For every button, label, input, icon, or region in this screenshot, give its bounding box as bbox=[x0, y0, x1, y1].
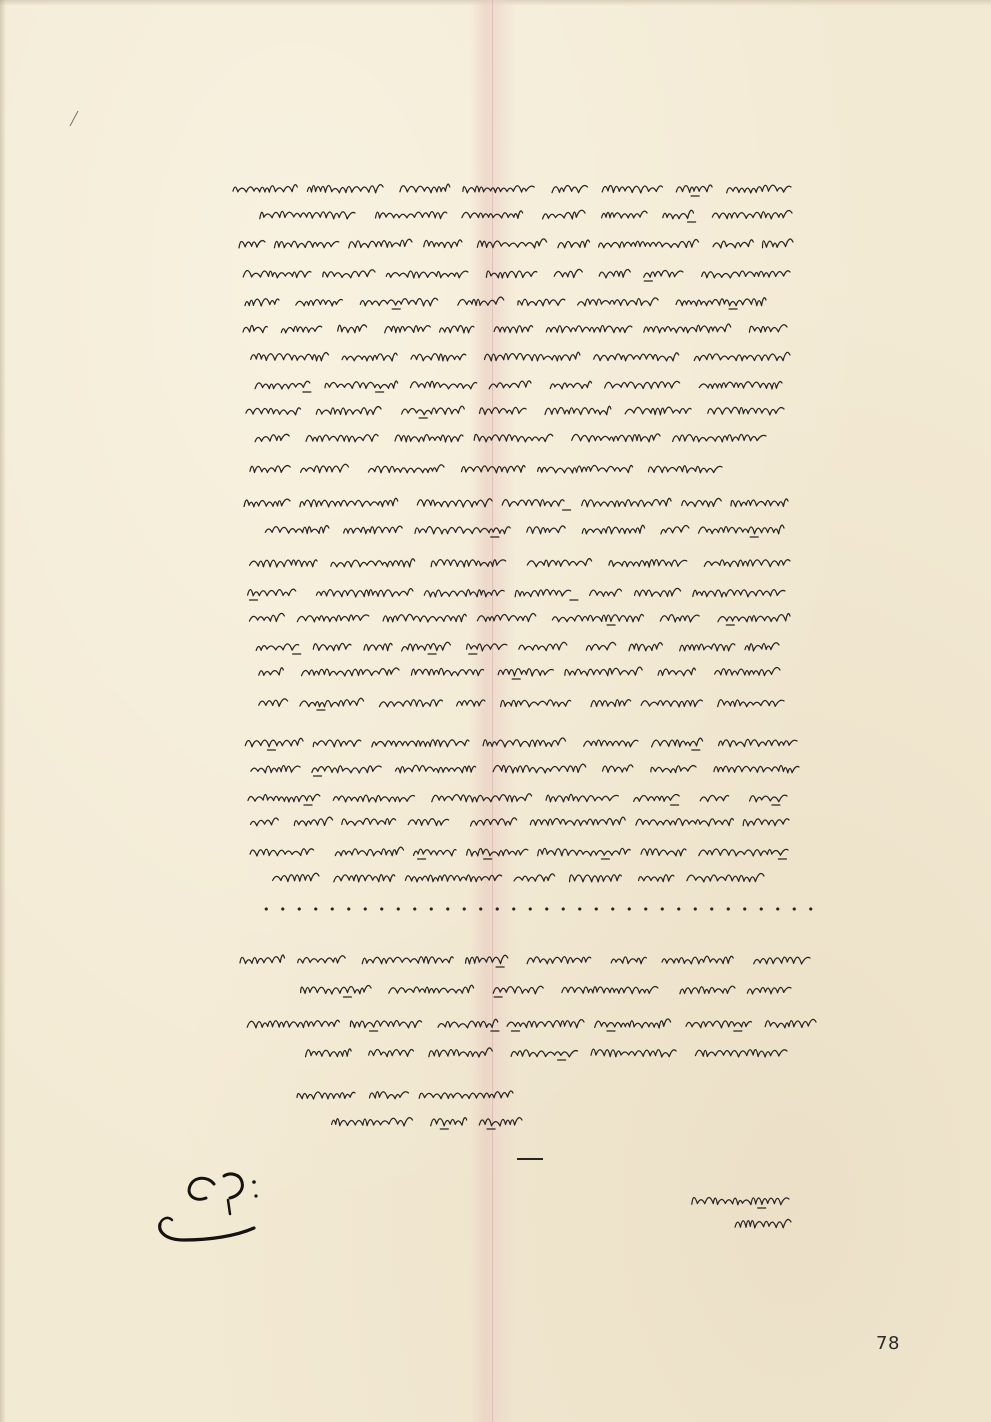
handwritten-word bbox=[565, 667, 642, 676]
handwritten-word bbox=[233, 185, 297, 192]
handwritten-word bbox=[514, 874, 555, 881]
handwritten-word bbox=[281, 326, 321, 333]
handwritten-word bbox=[251, 353, 329, 361]
handwritten-word bbox=[331, 559, 415, 567]
handwritten-word bbox=[313, 643, 351, 650]
handwritten-word bbox=[342, 353, 397, 361]
handwritten-word bbox=[248, 794, 320, 802]
handwritten-word bbox=[661, 525, 689, 534]
handwritten-word bbox=[584, 740, 638, 747]
handwritten-word bbox=[248, 589, 296, 596]
handwritten-word bbox=[274, 241, 339, 248]
handwritten-word bbox=[538, 848, 631, 856]
handwritten-word bbox=[364, 643, 392, 650]
handwritten-word bbox=[334, 875, 395, 882]
handwritten-word bbox=[519, 642, 567, 650]
handwritten-word bbox=[415, 527, 510, 534]
handwritten-word bbox=[477, 239, 546, 248]
handwritten-word bbox=[680, 986, 735, 994]
handwritten-word bbox=[582, 498, 671, 506]
handwritten-word bbox=[493, 764, 586, 773]
handwritten-word bbox=[255, 381, 310, 389]
handwritten-word bbox=[494, 326, 533, 333]
handwritten-word bbox=[629, 643, 662, 651]
handwritten-word bbox=[745, 643, 779, 651]
handwritten-word bbox=[294, 817, 332, 826]
handwritten-word bbox=[578, 298, 659, 306]
handwritten-word bbox=[251, 818, 279, 826]
handwritten-word bbox=[552, 185, 588, 192]
handwritten-word bbox=[515, 589, 571, 596]
handwritten-word bbox=[466, 955, 508, 964]
handwritten-word bbox=[325, 381, 398, 388]
handwritten-word bbox=[543, 210, 586, 219]
handwritten-word bbox=[483, 738, 565, 747]
handwritten-word bbox=[570, 875, 622, 882]
handwritten-word bbox=[582, 525, 644, 534]
handwritten-word bbox=[507, 1020, 584, 1028]
handwritten-word bbox=[335, 847, 403, 856]
handwritten-word bbox=[298, 956, 346, 963]
handwritten-word bbox=[527, 526, 565, 534]
handwritten-word bbox=[485, 352, 580, 361]
handwritten-word bbox=[251, 765, 300, 772]
handwritten-word bbox=[400, 184, 450, 193]
handwritten-word bbox=[429, 1048, 492, 1057]
handwritten-word bbox=[550, 381, 591, 389]
handwritten-word bbox=[333, 795, 414, 802]
handwritten-word bbox=[376, 212, 447, 219]
handwritten-word bbox=[554, 269, 582, 277]
handwritten-word bbox=[489, 381, 531, 389]
handwritten-word bbox=[552, 614, 643, 621]
handwritten-word bbox=[383, 614, 466, 622]
handwritten-word bbox=[686, 1021, 752, 1028]
handwritten-word bbox=[502, 500, 564, 507]
handwritten-word bbox=[658, 668, 695, 676]
handwritten-word bbox=[424, 240, 462, 248]
handwritten-word bbox=[265, 526, 329, 534]
handwritten-word bbox=[635, 588, 681, 596]
handwritten-word bbox=[301, 985, 372, 994]
handwritten-word bbox=[297, 1092, 355, 1099]
handwritten-word bbox=[344, 526, 403, 534]
handwritten-word bbox=[641, 700, 702, 707]
handwritten-word bbox=[731, 499, 788, 507]
handwritten-word bbox=[431, 560, 506, 567]
handwritten-word bbox=[300, 498, 398, 507]
handwritten-word bbox=[362, 957, 453, 964]
handwritten-word bbox=[259, 668, 284, 676]
handwritten-word bbox=[700, 795, 729, 801]
handwritten-word bbox=[663, 210, 694, 219]
handwritten-word bbox=[644, 324, 731, 333]
handwritten-word bbox=[440, 326, 474, 333]
handwritten-word bbox=[765, 1019, 816, 1028]
handwritten-word bbox=[687, 874, 764, 882]
handwritten-word bbox=[306, 1049, 352, 1057]
handwritten-word bbox=[417, 499, 492, 507]
handwritten-word bbox=[591, 700, 631, 707]
handwritten-word bbox=[479, 1118, 522, 1126]
handwritten-word bbox=[747, 987, 791, 994]
handwritten-word bbox=[718, 700, 784, 707]
handwritten-word bbox=[714, 765, 799, 772]
handwritten-word bbox=[239, 241, 265, 248]
handwritten-word bbox=[652, 738, 703, 747]
handwritten-word bbox=[676, 298, 766, 306]
handwritten-word bbox=[602, 186, 662, 193]
handwritten-word bbox=[245, 738, 303, 747]
handwritten-word bbox=[599, 239, 699, 247]
handwritten-word bbox=[605, 381, 680, 388]
handwritten-word bbox=[360, 298, 437, 306]
handwritten-word bbox=[410, 381, 476, 389]
handwritten-word bbox=[432, 794, 532, 802]
handwritten-word bbox=[527, 957, 591, 964]
handwritten-word bbox=[625, 407, 691, 415]
handwritten-word bbox=[718, 614, 790, 622]
handwritten-word bbox=[249, 613, 284, 621]
handwritten-word bbox=[402, 642, 451, 651]
handwritten-word bbox=[719, 739, 797, 746]
handwritten-word bbox=[527, 559, 591, 567]
handwritten-word bbox=[474, 434, 553, 442]
handwritten-word bbox=[467, 644, 507, 651]
handwritten-word bbox=[695, 1050, 787, 1057]
handwritten-word bbox=[260, 211, 355, 219]
handwritten-word bbox=[368, 465, 444, 473]
handwritten-word bbox=[676, 185, 712, 192]
handwritten-word bbox=[385, 326, 431, 333]
handwritten-word bbox=[498, 669, 553, 676]
handwritten-word bbox=[424, 590, 504, 597]
handwritten-word bbox=[396, 765, 476, 773]
handwritten-word bbox=[518, 299, 565, 306]
handwritten-word bbox=[244, 499, 290, 507]
handwritten-word bbox=[370, 1092, 409, 1099]
handwritten-word bbox=[699, 382, 782, 389]
handwritten-word bbox=[572, 434, 660, 442]
handwritten-word bbox=[763, 239, 794, 248]
handwritten-word bbox=[486, 271, 537, 278]
handwritten-word bbox=[590, 589, 622, 596]
handwritten-word bbox=[727, 185, 791, 193]
handwritten-word bbox=[243, 271, 311, 278]
handwritten-word bbox=[463, 186, 534, 193]
handwritten-word bbox=[673, 434, 766, 441]
handwritten-word bbox=[749, 325, 787, 333]
handwritten-word bbox=[402, 406, 465, 415]
handwritten-word bbox=[471, 818, 517, 826]
handwritten-word bbox=[411, 354, 466, 361]
handwritten-word bbox=[256, 644, 299, 651]
handwritten-word bbox=[457, 700, 485, 706]
handwritten-word bbox=[438, 1019, 498, 1028]
handwritten-word bbox=[708, 407, 784, 415]
handwritten-word bbox=[660, 615, 699, 622]
handwritten-word bbox=[349, 239, 412, 248]
handwritten-word bbox=[609, 560, 687, 567]
handwritten-word bbox=[240, 955, 285, 964]
handwritten-word bbox=[634, 795, 680, 802]
handwritten-word bbox=[301, 464, 349, 472]
handwritten-word bbox=[247, 1020, 339, 1028]
handwritten-word bbox=[246, 408, 301, 415]
handwritten-word bbox=[419, 1091, 513, 1099]
handwritten-word bbox=[300, 698, 364, 707]
handwritten-word bbox=[342, 818, 396, 825]
handwritten-word bbox=[694, 352, 790, 360]
handwritten-word bbox=[702, 271, 790, 278]
handwritten-word bbox=[603, 765, 633, 772]
handwritten-word bbox=[680, 644, 735, 651]
handwritten-word bbox=[636, 818, 734, 826]
handwritten-word bbox=[699, 849, 788, 856]
handwritten-word bbox=[255, 434, 289, 441]
handwritten-word bbox=[467, 849, 528, 856]
handwritten-word bbox=[692, 1197, 789, 1204]
handwritten-word bbox=[699, 525, 785, 534]
handwritten-word bbox=[462, 211, 523, 219]
end-dash bbox=[517, 1158, 543, 1160]
handwritten-word bbox=[332, 1118, 413, 1126]
handwritten-word bbox=[395, 435, 463, 442]
handwritten-word bbox=[431, 1118, 467, 1126]
handwritten-word bbox=[611, 957, 646, 964]
handwritten-word bbox=[649, 466, 723, 473]
handwritten-word bbox=[644, 270, 683, 277]
handwritten-word bbox=[414, 849, 457, 856]
handwritten-word bbox=[662, 956, 733, 964]
handwritten-signature bbox=[150, 1162, 260, 1256]
handwritten-word bbox=[511, 1050, 577, 1057]
handwritten-word bbox=[323, 270, 375, 278]
handwritten-word bbox=[302, 668, 400, 676]
handwritten-word bbox=[641, 849, 686, 856]
dotted-separator bbox=[258, 903, 818, 915]
handwritten-word bbox=[651, 766, 696, 773]
handwritten-word bbox=[458, 297, 504, 305]
handwritten-word bbox=[639, 875, 674, 882]
handwritten-word bbox=[735, 1219, 791, 1227]
handwritten-word bbox=[595, 1019, 671, 1028]
handwritten-word bbox=[712, 210, 792, 218]
handwritten-word bbox=[558, 240, 590, 248]
handwritten-word bbox=[369, 1049, 414, 1056]
handwritten-word bbox=[477, 614, 535, 622]
page-number: 78 bbox=[876, 1333, 900, 1354]
handwritten-word bbox=[338, 325, 367, 333]
handwritten-word bbox=[250, 849, 314, 856]
handwritten-word bbox=[273, 873, 319, 881]
handwritten-word bbox=[591, 1049, 676, 1057]
handwritten-word bbox=[546, 325, 632, 332]
handwritten-word bbox=[546, 794, 618, 802]
handwritten-word bbox=[307, 185, 383, 193]
handwritten-word bbox=[389, 985, 474, 993]
handwritten-word bbox=[602, 211, 648, 218]
handwritten-word bbox=[704, 560, 790, 567]
handwritten-word bbox=[316, 407, 381, 415]
handwritten-word bbox=[480, 407, 527, 414]
handwritten-word bbox=[750, 795, 787, 802]
handwritten-word bbox=[312, 766, 381, 773]
handwritten-word bbox=[545, 406, 611, 415]
handwritten-word bbox=[316, 589, 413, 597]
handwritten-word bbox=[599, 269, 630, 277]
handwritten-word bbox=[462, 466, 526, 473]
handwritten-word bbox=[493, 986, 543, 994]
handwritten-word bbox=[245, 299, 279, 306]
handwritten-word bbox=[754, 957, 810, 964]
handwritten-word bbox=[250, 466, 290, 473]
handwritten-word bbox=[408, 819, 448, 826]
handwritten-word bbox=[259, 699, 288, 707]
handwritten-word bbox=[501, 700, 571, 707]
handwritten-word bbox=[386, 271, 468, 278]
handwritten-word bbox=[594, 353, 679, 361]
handwritten-word bbox=[405, 875, 501, 882]
handwritten-word bbox=[243, 325, 267, 332]
handwritten-word bbox=[693, 590, 785, 597]
handwritten-word bbox=[562, 987, 658, 994]
handwritten-word bbox=[350, 1021, 421, 1028]
handwritten-word bbox=[313, 740, 361, 747]
handwritten-word bbox=[715, 668, 780, 676]
handwritten-word bbox=[372, 740, 469, 747]
handwritten-word bbox=[586, 642, 615, 650]
handwritten-word bbox=[250, 560, 318, 567]
handwritten-word bbox=[297, 615, 369, 622]
handwritten-word bbox=[530, 817, 625, 825]
handwritten-word bbox=[538, 465, 633, 473]
handwritten-word bbox=[296, 300, 343, 306]
handwritten-word bbox=[682, 498, 722, 506]
handwritten-word bbox=[411, 668, 483, 675]
handwritten-word bbox=[743, 819, 789, 826]
handwritten-word bbox=[379, 700, 442, 707]
handwritten-word bbox=[306, 434, 378, 441]
handwritten-word bbox=[713, 240, 753, 248]
